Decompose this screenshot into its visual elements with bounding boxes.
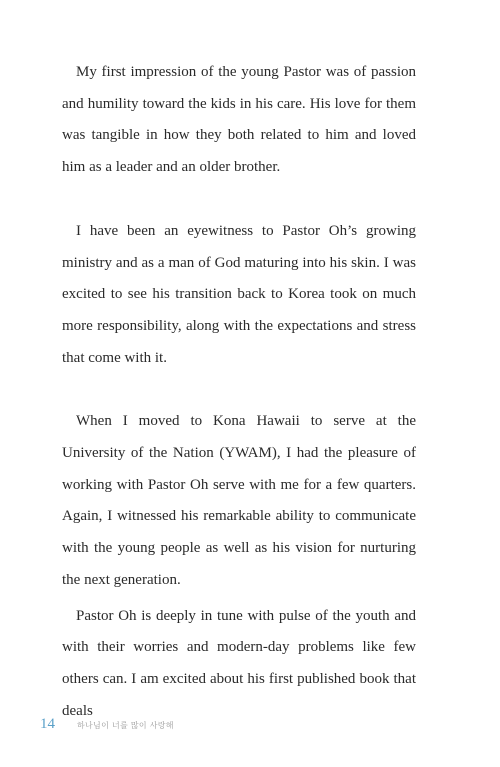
page-number: 14 — [40, 716, 55, 732]
paragraph-2: I have been an eyewitness to Pastor Oh’s growing ministry and as a man of God maturing into his skin. I was excited to see his transition back to Korea took on much more responsibility, along with the expectations and stress that come with it. — [62, 222, 416, 366]
running-title: 하나님이 너를 많이 사랑해 — [77, 721, 174, 730]
paragraph-1: My first impression of the young Pastor was of passion and humility toward the kids in his care. His love for them was tangible in how they both related to him and loved him as a leader and an older brother. — [62, 64, 416, 176]
page-footer — [40, 716, 174, 733]
paragraph-4: Pastor Oh is deeply in tune with pulse of the youth and with their worries and modern-day problems like few others can. I am excited about his first published book that deals — [62, 607, 416, 719]
page-body — [62, 57, 416, 727]
paragraph-3: When I moved to Kona Hawaii to serve at the University of the Nation (YWAM), I had the pleasure of working with Pastor Oh serve with me for a few quarters. Again, I witnessed his remarkable ability to communicate with the young people as well as his vision for nurturing the next generation. — [62, 413, 416, 588]
